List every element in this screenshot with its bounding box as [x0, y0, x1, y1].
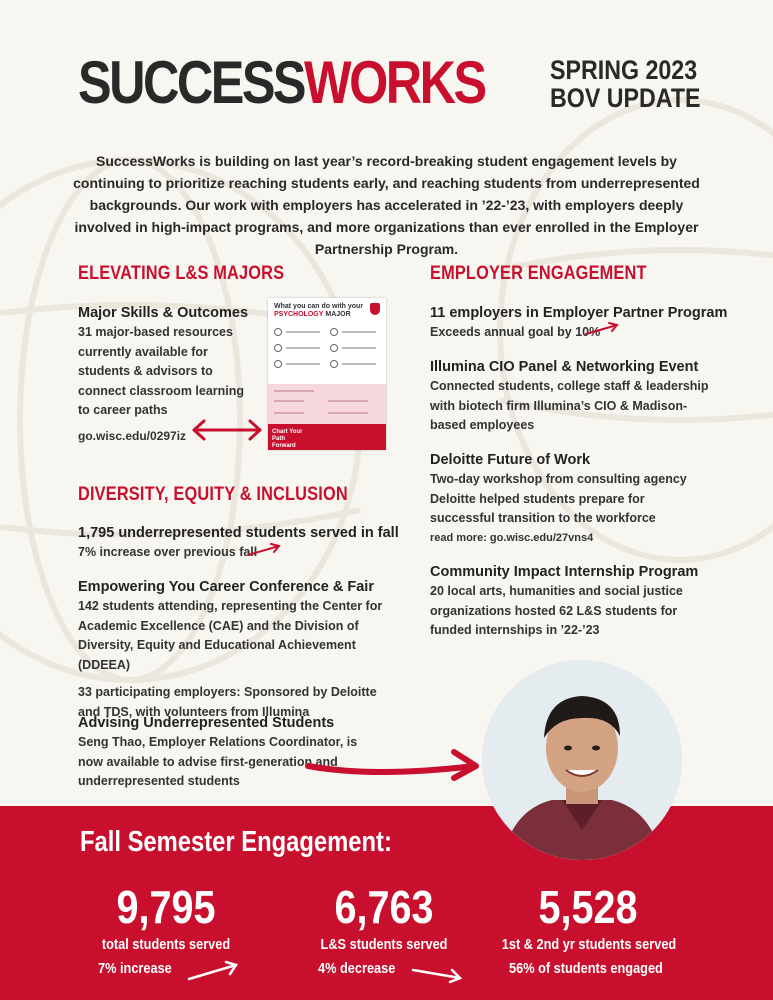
stat-first-second-year: 5,528 1st & 2nd yr students served [501, 881, 677, 953]
stat-first-second-note: 56% of students engaged [509, 961, 663, 977]
stat-total-students: 9,795 total students served [101, 881, 231, 953]
major-skills-link[interactable]: go.wisc.edu/0297iz [78, 428, 187, 443]
trend-up-arrow-icon [246, 543, 282, 557]
employer-item-deloitte: Deloitte Future of Work Two-day workshop from consulting agency Deloitte helped students prepare for successful transition to the workforce read more: go.wisc.edu/27vns4 [430, 450, 710, 547]
intro-paragraph: SuccessWorks is building on last year’s record-breaking student engagement levels by continuing to prioritize reaching students early, and reaching students from underrepresented backgrounds. Our work with employers has accelerated in ’22-’23, with employers deeply involved in high-impact programs, and more organizations than ever enrolled in the Employer Partnership Program. [73, 153, 700, 257]
double-arrow-icon [190, 418, 265, 442]
employer-item-partners: 11 employers in Employer Partner Program Exceeds annual goal by 10% [430, 305, 728, 339]
curved-arrow-icon [304, 744, 484, 782]
crest-icon [370, 303, 380, 315]
stat-ls-students: 6,763 L&S students served [320, 881, 448, 953]
dei-item-underrepresented: 1,795 underrepresented students served in fall 7% increase over previous fall [78, 525, 399, 559]
engagement-title: Fall Semester Engagement: [80, 826, 392, 858]
stat-total-note: 7% increase [98, 961, 172, 977]
page-header [78, 48, 718, 118]
section-title-dei: DIVERSITY, EQUITY & INCLUSION [78, 484, 348, 505]
section-title-employer: EMPLOYER ENGAGEMENT [430, 263, 647, 284]
trend-down-arrow-icon [410, 962, 466, 984]
trend-up-arrow-icon [186, 958, 240, 982]
deloitte-link[interactable]: read more: go.wisc.edu/27vns4 [430, 531, 594, 544]
stat-ls-note: 4% decrease [318, 961, 396, 977]
major-skills-body: 31 major-based resources currently available for students & advisors to connect classroom learning to career paths [78, 325, 245, 417]
trend-up-arrow-icon [584, 322, 620, 336]
major-skills-heading: Major Skills & Outcomes [78, 305, 249, 321]
edition-label: SPRING 2023 BOV UPDATE [550, 55, 701, 113]
employer-item-illumina: Illumina CIO Panel & Networking Event Connected students, college staff & leadership with biotech firm Illumina’s CIO & Madison-based employees [430, 359, 709, 432]
dei-item-career-conference: Empowering You Career Conference & Fair 142 students attending, representing the Center for Academic Excellence (CAE) and the Division of Diversity, Equity and Educational Achievement (DDEEA) 33 participating employers: Sponsored by Deloitte and TDS, with volunteers from Illumina [78, 579, 383, 719]
dei-item-advising: Advising Underrepresented Students Seng Thao, Employer Relations Coordinator, is now available to advise first-generation and underrepresented students [78, 715, 358, 788]
employer-item-community: Community Impact Internship Program 20 local arts, humanities and social justice organizations hosted 62 L&S students for funded internships in ’22-’23 [430, 564, 699, 637]
staff-portrait-photo [482, 660, 682, 860]
psychology-major-thumbnail: What you can do with your PSYCHOLOGY MAJOR Chart Your Path Forward [268, 298, 386, 450]
brand-logo-text: SUCCESSWORKS [78, 49, 485, 116]
section-title-elevating: ELEVATING L&S MAJORS [78, 263, 285, 284]
